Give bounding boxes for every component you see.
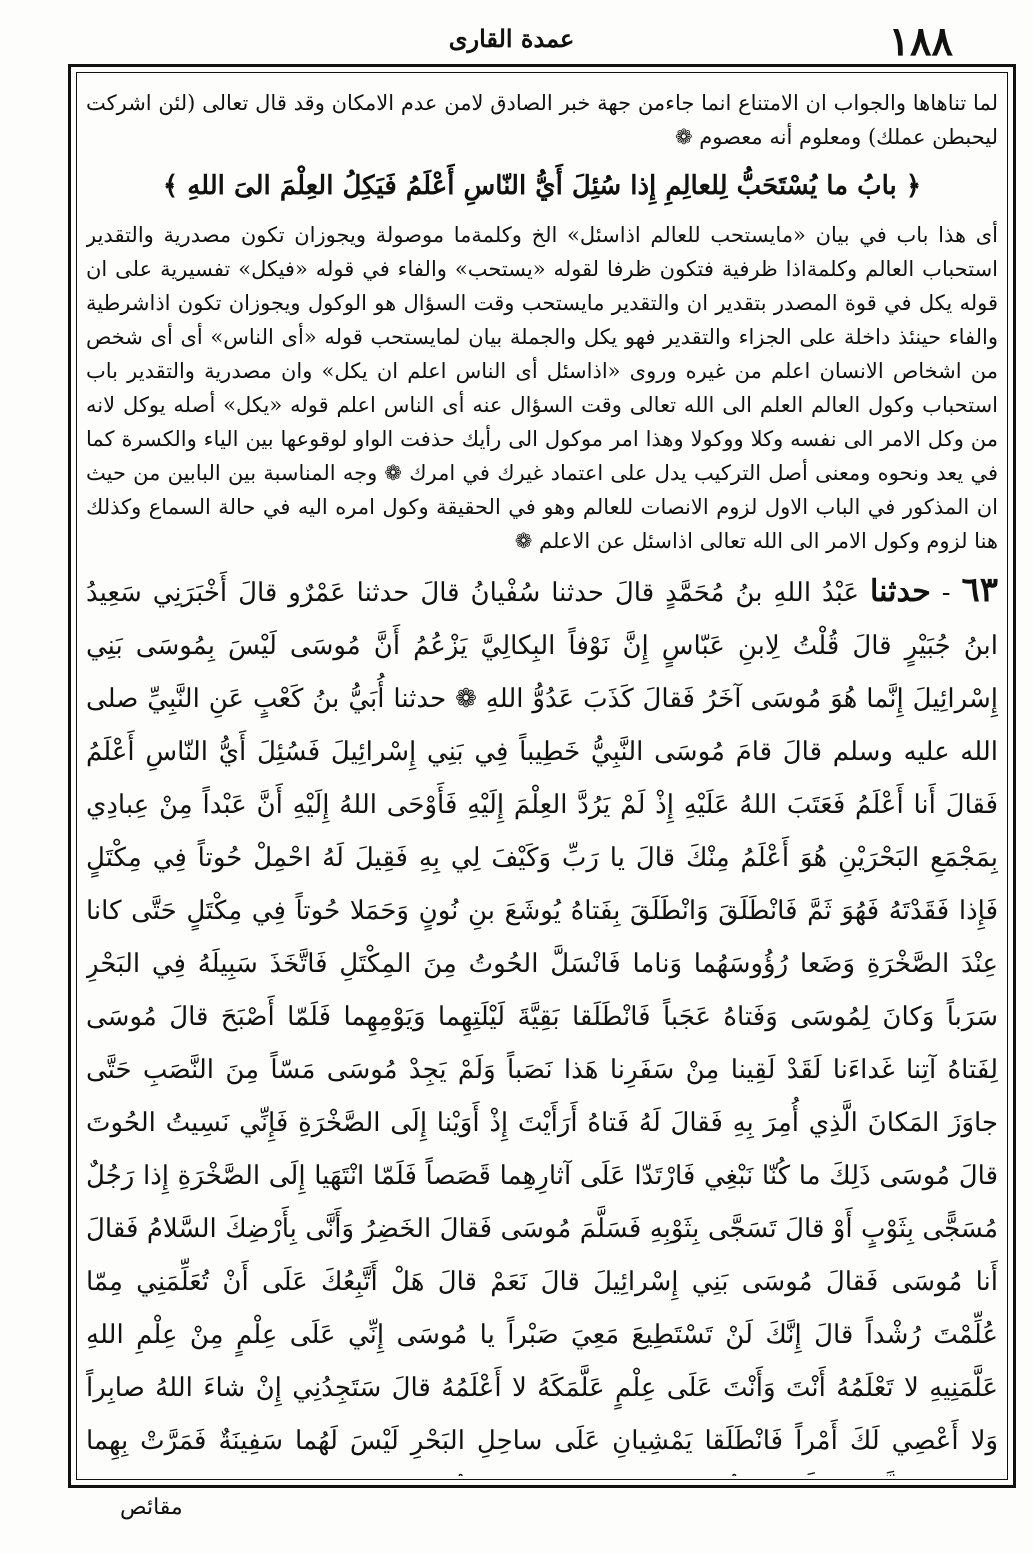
- hadith-number: ٦٣: [961, 570, 998, 610]
- page-content: [86, 86, 998, 1476]
- commentary-main: أى هذا باب في بيان «مايستحب للعالم اذاسئل» الخ وكلمةما موصولة ويجوزان تكون مصدرية والتقدير استحباب العالم وكلمةاذا ظرفية فتكون ظرفا لقوله «يستحب» والفاء في قوله «فيكل» تفسيرية على ان قوله يكل في قوة المصدر بتقدير ان والتقدير مايستحب وقت السؤال هو الوكول ويجوزان تكون اذاشرطية والفاء حينئذ داخلة على الجزاء والتقدير فهو يكل والجملة بيان لمايستحب قوله «أى الناس» أى أى شخص من اشخاص الانسان اعلم من غيره وروى «اذاسئل أى الناس اعلم ان يكل» وان مصدرية والتقدير باب استحباب وكول العالم العلم الى الله تعالى وقت السؤال عنه أى الناس اعلم قوله «يكل» أصله يوكل لانه من وكل الامر الى نفسه وكلا ووكولا وهذا امر موكول الى رأيك حذفت الواو لوقوعها بين الياء والكسرة كما في يعد ونحوه ومعنى أصل التركيب يدل على اعتماد غيرك في امرك ❁ وجه المناسبة بين البابين من حيث ان المذكور في الباب الاول لزوم الانصات للعالم وهو في الحقيقة وكول امره اليه في حالة السماع وكذلك هنا لزوم وكول الامر الى الله تعالى اذاسئل عن الاعلم ❁: [86, 223, 998, 553]
- page-number: ١٨٨: [888, 18, 953, 65]
- catchword: مقائص: [120, 1495, 183, 1520]
- running-title: عمدة القاری: [448, 24, 575, 53]
- commentary-top: لما تناهاها والجواب ان الامتناع انما جاءمن جهة خبر الصادق لامن عدم الامكان وقد قال تعالى (لئن اشركت ليحبطن عملك) ومعلوم أنه معصوم ❁: [86, 91, 998, 149]
- chapter-heading: ﴿ بابُ ما يُسْتَحَبُّ لِلعالِمِ إِذا سُئِلَ أَيُّ النّاسِ أَعْلَمُ فَيَكِلُ العِلْمَ الىَ اللهِ ﴾: [162, 171, 922, 201]
- hadith-opening: حدثنا: [869, 574, 931, 609]
- page-header: [70, 18, 953, 66]
- hadith-text: عَبْدُ اللهِ بنُ مُحَمَّدٍ قالَ حدثنا سُفْيانُ قالَ حدثنا عَمْرٌو قالَ أَخْبَرَنِي سَعِيدُ ابنُ جُبَيْرٍ قالَ قُلْتُ لِابنِ عَبّاسٍ إِنَّ نَوْفاً البِكالِيَّ يَزْعُمُ أَنَّ مُوسَى لَيْسَ بِمُوسَى بَنِي إِسْرائِيلَ إِنَّما هُوَ مُوسَى آخَرُ فَقالَ كَذَبَ عَدُوُّ اللهِ ❁ حدثنا أُبَيُّ بنُ كَعْبٍ عَنِ النَّبِيِّ صلى الله عليه وسلم قالَ قامَ مُوسَى النَّبِيُّ خَطِيباً فِي بَنِي إِسْرائِيلَ فَسُئِلَ أَيُّ النّاسِ أَعْلَمُ فَقالَ أَنا أَعْلَمُ فَعَتَبَ اللهُ عَلَيْهِ إِذْ لَمْ يَرُدَّ العِلْمَ إِلَيْهِ فَأَوْحَى اللهُ إِلَيْهِ أَنَّ عَبْداً مِنْ عِبادِي بِمَجْمَعِ البَحْرَيْنِ هُوَ أَعْلَمُ مِنْكَ قالَ يا رَبِّ وَكَيْفَ لِي بِهِ فَقِيلَ لَهُ احْمِلْ حُوتاً فِي مِكْتَلٍ فَإِذا فَقَدْتَهُ فَهُوَ ثَمَّ فَانْطَلَقَ وَانْطَلَقَ بِفَتاهُ يُوشَعَ بنِ نُونٍ وَحَمَلا حُوتاً فِي مِكْتَلٍ حَتَّى كانا عِنْدَ الصَّخْرَةِ وَضَعا رُؤُوسَهُما وَناما فَانْسَلَّ الحُوتُ مِنَ المِكْتَلِ فَاتَّخَذَ سَبِيلَهُ فِي البَحْرِ سَرَباً وَكانَ لِمُوسَى وَفَتاهُ عَجَباً فَانْطَلَقا بَقِيَّةَ لَيْلَتِهِما وَيَوْمِهِما فَلَمّا أَصْبَحَ قالَ مُوسَى لِفَتاهُ آتِنا غَداءَنا لَقَدْ لَقِينا مِنْ سَفَرِنا هَذا نَصَباً وَلَمْ يَجِدْ مُوسَى مَسّاً مِنَ النَّصَبِ حَتَّى جاوَزَ المَكانَ الَّذِي أُمِرَ بِهِ فَقالَ لَهُ فَتاهُ أَرَأَيْتَ إِذْ أَوَيْنا إِلَى الصَّخْرَةِ فَإِنِّي نَسِيتُ الحُوتَ قالَ مُوسَى ذَلِكَ ما كُنّا نَبْغِي فَارْتَدّا عَلَى آثارِهِما قَصَصاً فَلَمّا انْتَهَيا إِلَى الصَّخْرَةِ إِذا رَجُلٌ مُسَجًّى بِثَوْبٍ أَوْ قالَ تَسَجَّى بِثَوْبِهِ فَسَلَّمَ مُوسَى فَقالَ الخَضِرُ وَأَنَّى بِأَرْضِكَ السَّلامُ فَقالَ أَنا مُوسَى فَقالَ مُوسَى بَنِي إِسْرائِيلَ قالَ نَعَمْ قالَ هَلْ أَتَّبِعُكَ عَلَى أَنْ تُعَلِّمَنِي مِمّا عُلِّمْتَ رُشْداً قالَ إِنَّكَ لَنْ تَسْتَطِيعَ مَعِيَ صَبْراً يا مُوسَى إِنِّي عَلَى عِلْمٍ مِنْ عِلْمِ اللهِ عَلَّمَنِيهِ لا تَعْلَمُهُ أَنْتَ وَأَنْتَ عَلَى عِلْمٍ عَلَّمَكَهُ لا أَعْلَمُهُ قالَ سَتَجِدُنِي إِنْ شاءَ اللهُ صابِراً وَلا أَعْصِي لَكَ أَمْراً فَانْطَلَقا يَمْشِيانِ عَلَى ساحِلِ البَحْرِ لَيْسَ لَهُما سَفِينَةٌ فَمَرَّتْ بِهِما: [86, 578, 998, 1456]
- hadith-dash: -: [930, 578, 951, 608]
- hadith-block: [86, 564, 998, 1476]
